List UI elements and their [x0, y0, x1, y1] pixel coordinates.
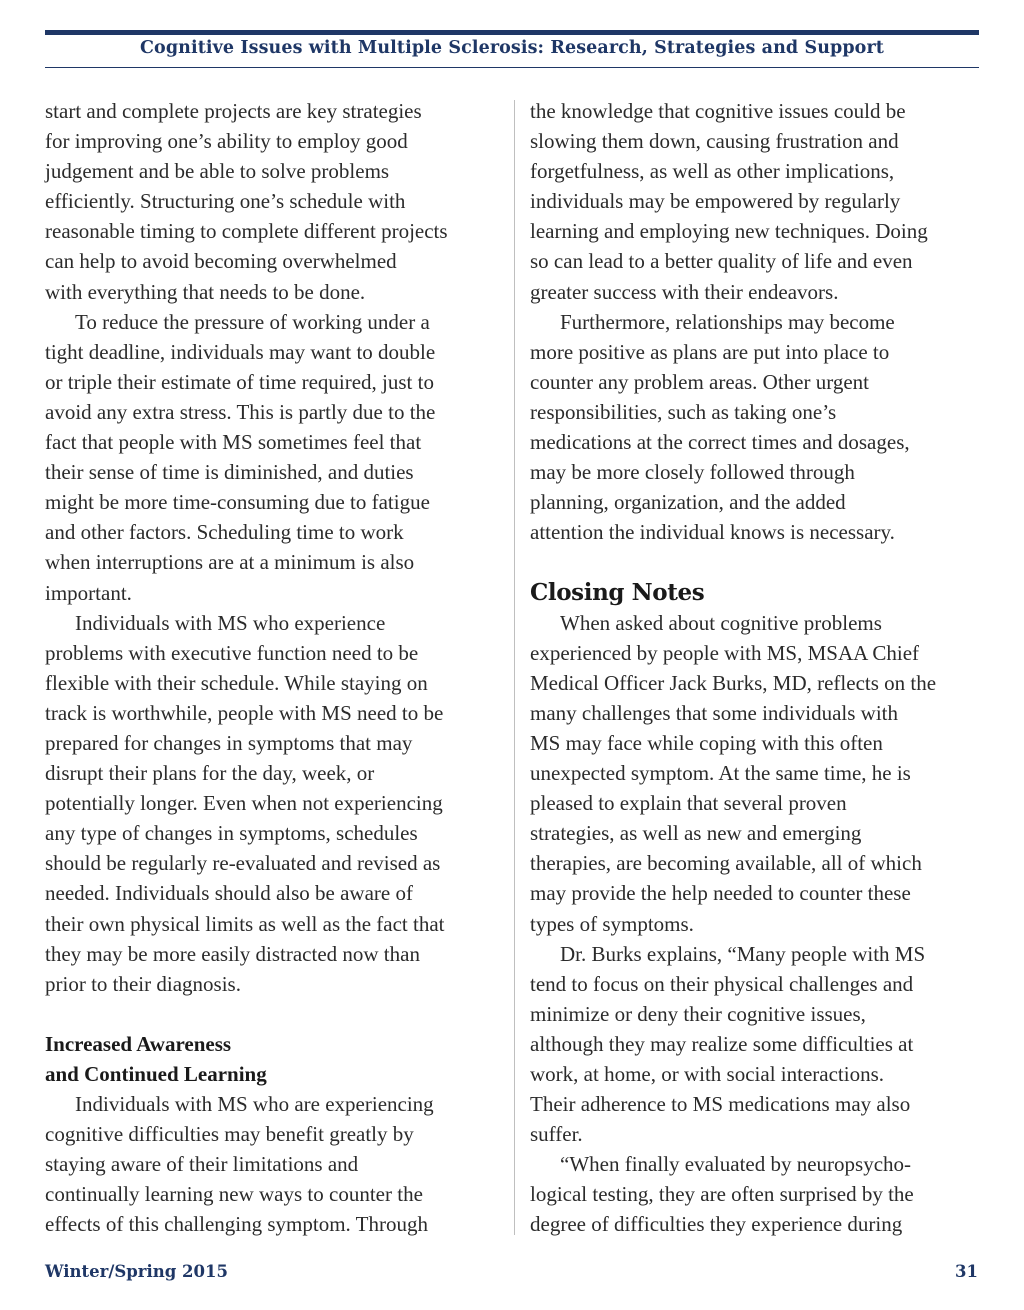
body-line: slowing them down, causing frustration and [530, 129, 899, 154]
body-line: effects of this challenging symptom. Through [45, 1212, 428, 1237]
body-line: start and complete projects are key strategies [45, 99, 422, 123]
body-line: can help to avoid becoming overwhelmed [45, 249, 397, 274]
page-number: 31 [955, 1262, 978, 1281]
body-line: Dr. Burks explains, “Many people with MS [560, 941, 926, 966]
body-line: attention the individual knows is necessary. [530, 520, 895, 545]
body-line: logical testing, they are often surprised by the [530, 1182, 914, 1207]
body-line: potentially longer. Even when not experiencing [45, 791, 443, 816]
body-line: continually learning new ways to counter the [45, 1182, 423, 1207]
body-line: Furthermore, relationships may become [560, 309, 895, 334]
paragraph-gap [530, 547, 985, 577]
body-line: important. [45, 580, 132, 605]
body-line: Their adherence to MS medications may also [530, 1092, 911, 1117]
body-line: forgetfulness, as well as other implications, [530, 159, 895, 184]
subheading-line-2: and Continued Learning [45, 1062, 267, 1086]
running-header [45, 30, 979, 68]
left-column [45, 96, 500, 1240]
body-line: track is worthwhile, people with MS need to be [45, 700, 444, 725]
body-line: pleased to explain that several proven [530, 791, 847, 816]
body-line: many challenges that some individuals with [530, 700, 899, 725]
section-heading-closing-notes: Closing Notes [530, 578, 705, 606]
body-line: staying aware of their limitations and [45, 1152, 359, 1177]
body-line: flexible with their schedule. While staying on [45, 670, 428, 695]
body-line: efficiently. Structuring one’s schedule with [45, 189, 406, 214]
body-line: prepared for changes in symptoms that may [45, 730, 413, 755]
body-line: planning, organization, and the added [530, 490, 846, 515]
body-line: therapies, are becoming available, all of which [530, 851, 922, 876]
header-title: Cognitive Issues with Multiple Sclerosis: Research, Strategies and Support [140, 38, 884, 58]
body-line: degree of difficulties they experience during [530, 1212, 903, 1237]
body-line: Individuals with MS who are experiencing [75, 1092, 434, 1117]
body-line: their sense of time is diminished, and duties [45, 460, 414, 485]
body-line: To reduce the pressure of working under a [75, 309, 430, 334]
body-line: and other factors. Scheduling time to work [45, 520, 404, 545]
body-line: prior to their diagnosis. [45, 971, 241, 996]
left-body-text [45, 96, 500, 999]
body-line: their own physical limits as well as the fact that [45, 911, 445, 936]
body-line: needed. Individuals should also be aware of [45, 881, 413, 906]
body-line: Individuals with MS who experience [75, 610, 386, 635]
subheading-line-1: Increased Awareness [45, 1031, 232, 1056]
body-line: tight deadline, individuals may want to double [45, 339, 436, 364]
body-line: minimize or deny their cognitive issues, [530, 1001, 866, 1026]
body-line: judgement and be able to solve problems [45, 159, 390, 184]
body-line: responsibilities, such as taking one’s [530, 399, 837, 424]
body-line: problems with executive function need to be [45, 640, 419, 665]
body-line: When asked about cognitive problems [560, 610, 882, 635]
body-line: may be more closely followed through [530, 460, 855, 485]
body-line: any type of changes in symptoms, schedules [45, 821, 418, 846]
footer-issue: Winter/Spring 2015 [45, 1262, 228, 1281]
body-line: although they may realize some difficulties at [530, 1031, 914, 1056]
body-line: for improving one’s ability to employ good [45, 129, 408, 154]
body-line: work, at home, or with social interactions. [530, 1062, 884, 1086]
body-line: when interruptions are at a minimum is also [45, 550, 415, 575]
body-line: reasonable timing to complete different projects [45, 219, 448, 244]
body-line: Medical Officer Jack Burks, MD, reflects on the [530, 670, 937, 695]
body-line: individuals may be empowered by regularly [530, 189, 901, 214]
body-line: suffer. [530, 1122, 583, 1147]
body-line: medications at the correct times and dosages, [530, 430, 910, 455]
body-line: unexpected symptom. At the same time, he is [530, 761, 911, 786]
body-line: “When finally evaluated by neuropsycho- [560, 1152, 912, 1177]
paragraph-gap [45, 999, 500, 1029]
right-column [530, 96, 985, 1240]
body-line: fact that people with MS sometimes feel that [45, 430, 422, 455]
body-line: disrupt their plans for the day, week, or [45, 761, 375, 786]
body-line: with everything that needs to be done. [45, 279, 366, 304]
body-line: may provide the help needed to counter these [530, 881, 911, 906]
body-line: learning and employing new techniques. Doing [530, 219, 928, 244]
body-line: they may be more easily distracted now than [45, 941, 420, 966]
body-line: tend to focus on their physical challenges and [530, 971, 914, 996]
body-line: strategies, as well as new and emerging [530, 821, 862, 846]
body-line: greater success with their endeavors. [530, 279, 839, 304]
body-line: more positive as plans are put into place to [530, 339, 890, 364]
body-line: the knowledge that cognitive issues could be [530, 99, 906, 123]
left-body-text-after [45, 1089, 500, 1239]
body-line: MS may face while coping with this often [530, 730, 883, 755]
body-line: should be regularly re-evaluated and revised as [45, 851, 441, 876]
body-line: types of symptoms. [530, 911, 694, 936]
right-body-text-after [530, 608, 985, 1240]
body-line: or triple their estimate of time required, just to [45, 369, 434, 394]
body-line: so can lead to a better quality of life and even [530, 249, 913, 274]
body-line: might be more time-consuming due to fatigue [45, 490, 430, 515]
body-line: avoid any extra stress. This is partly due to the [45, 399, 436, 424]
column-divider [514, 100, 515, 1235]
body-line: experienced by people with MS, MSAA Chief [530, 640, 920, 665]
right-body-text [530, 96, 985, 547]
body-line: counter any problem areas. Other urgent [530, 369, 869, 394]
body-line: cognitive difficulties may benefit greatly by [45, 1122, 414, 1147]
